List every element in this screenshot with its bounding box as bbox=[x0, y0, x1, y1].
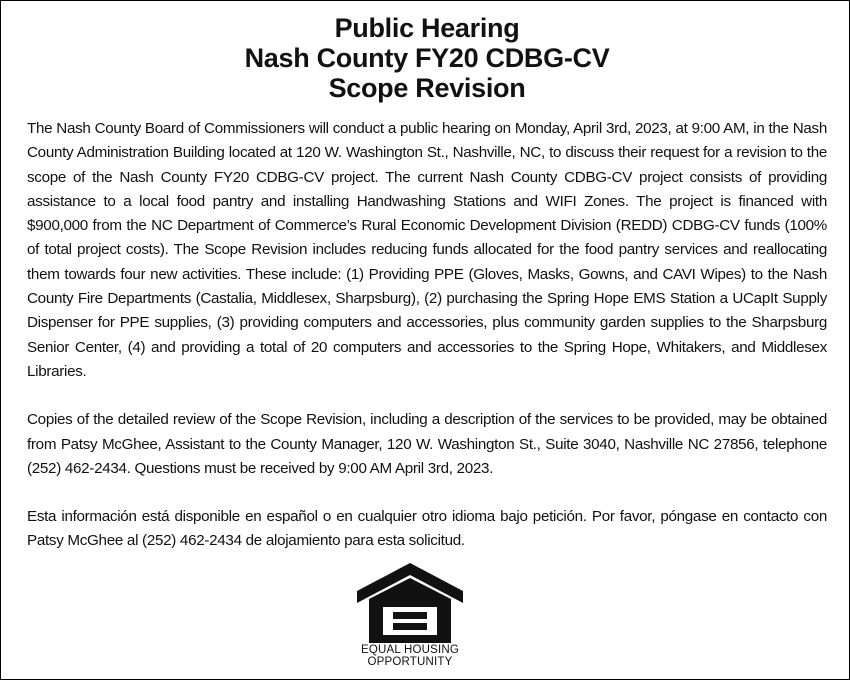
equal-housing-line-2: OPPORTUNITY bbox=[367, 656, 453, 668]
equal-housing-line-1: EQUAL HOUSING bbox=[360, 644, 460, 656]
title-line-1: Public Hearing bbox=[334, 13, 520, 43]
paragraph-spacer bbox=[27, 481, 827, 505]
equal-housing-text bbox=[355, 644, 465, 668]
title-line-3: Scope Revision bbox=[328, 73, 526, 103]
equal-housing-house-icon bbox=[355, 561, 465, 643]
hearing-paragraph: The Nash County Board of Commissioners will conduct a public hearing on Monday, April 3rd, 2023, at 9:00 AM, in the Nash County Administration Building located at 120 W. Washington St., Nashville, NC, to discuss their request for a revision to the scope of the Nash County FY20 CDBG-CV project. The current Nash County CDBG-CV project consists of providing assistance to a local food pantry and installing Handwashing Stations and WIFI Zones. The project is financed with $900,000 from the NC Department of Commerce’s Rural Economic Development Division (REDD) CDBG-CV funds (100% of total project costs). The Scope Revision includes reducing funds allocated for the food pantry services and reallocating them towards four new activities. These include: (1) Providing PPE (Gloves, Masks, Gowns, and CAVI Wipes) to the Nash County Fire Departments (Castalia, Middlesex, Sharpsburg), (2) purchasing the Spring Hope EMS Station a UCapIt Supply Dispenser for PPE supplies, (3) providing computers and accessories, plus community garden supplies to the Sharpsburg Senior Center, (4) and providing a total of 20 computers and accessories to the Spring Hope, Whitakers, and Middlesex Libraries. bbox=[27, 120, 827, 380]
equal-housing-logo bbox=[355, 561, 465, 668]
paragraph-spacer bbox=[27, 384, 827, 408]
spanish-paragraph: Esta información está disponible en español o en cualquier otro idioma bajo petición. Por favor, póngase en contacto con Patsy McGhee al (252) 462-2434 de alojamiento para esta solicitud. bbox=[27, 508, 827, 550]
copies-paragraph: Copies of the detailed review of the Scope Revision, including a description of the services to be provided, may be obtained from Patsy McGhee, Assistant to the County Manager, 120 W. Washington St., Suite 3040, Nashville NC 27856, telephone (252) 462-2434. Questions must be received by 9:00 AM April 3rd, 2023. bbox=[27, 411, 827, 477]
title-line-2: Nash County FY20 CDBG-CV bbox=[244, 43, 610, 73]
notice-title bbox=[27, 13, 827, 103]
